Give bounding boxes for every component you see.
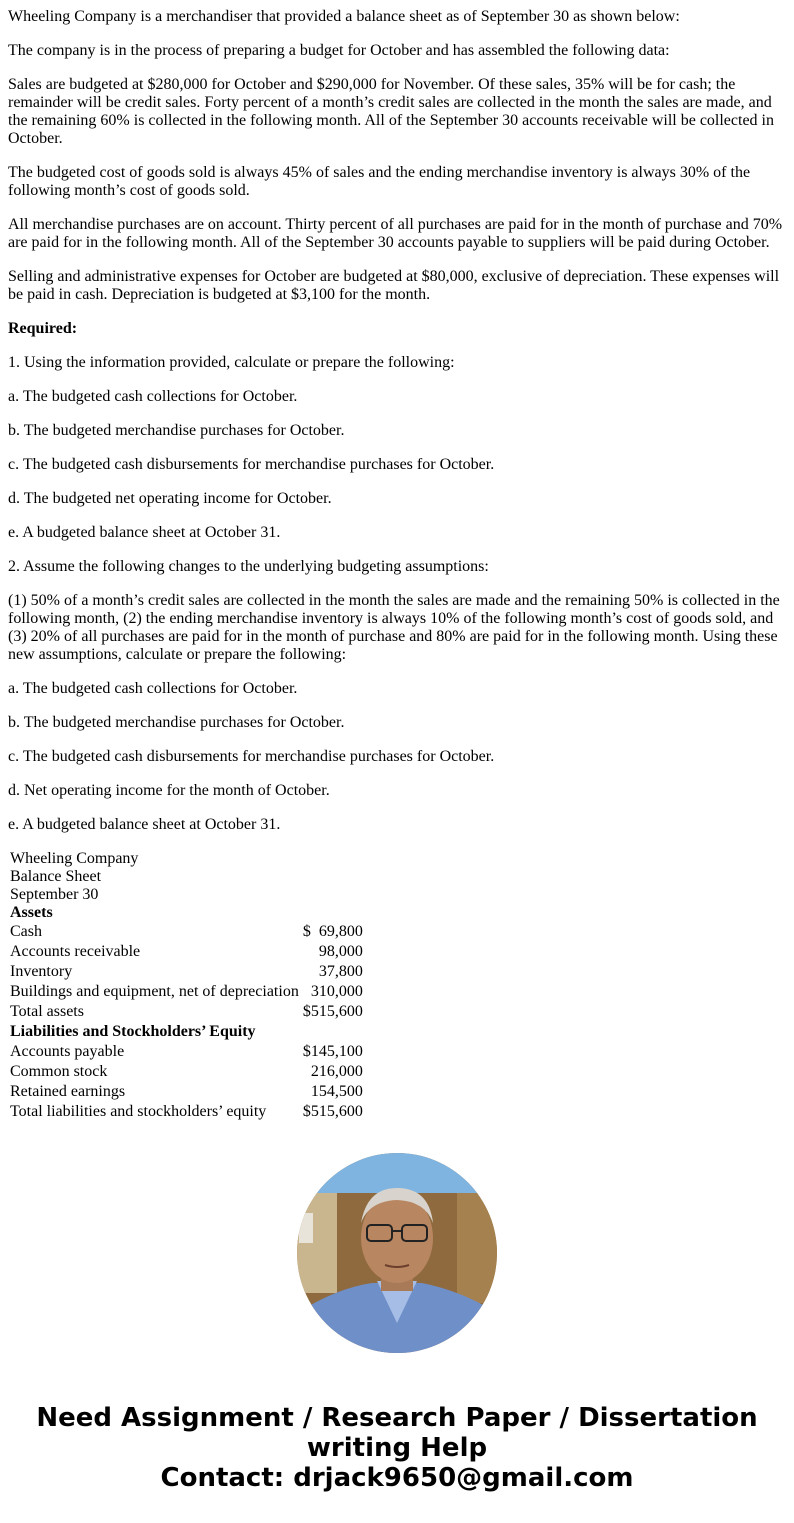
amount-value: 154,500 — [310, 1083, 363, 1100]
part1-item: d. The budgeted net operating income for October. — [8, 490, 332, 507]
paragraph: All merchandise purchases are on account. Thirty percent of all purchases are paid for in the month of purchase and 70% are paid for in the following month. All of the September 30 accounts payable to suppliers will be paid during October. — [8, 216, 783, 251]
paragraph: Wheeling Company is a merchandiser that provided a balance sheet as of September 30 as shown below: — [8, 8, 680, 25]
amount-value: 310,000 — [310, 983, 363, 1000]
currency-symbol: $ — [302, 1103, 311, 1120]
table-row — [8, 962, 365, 982]
row-label: Common stock — [10, 1063, 108, 1080]
row-amount — [301, 1042, 365, 1062]
problem-text — [8, 0, 786, 1122]
row-amount — [301, 962, 365, 982]
row-label: Inventory — [10, 963, 73, 980]
banner-line: writing Help — [306, 1433, 488, 1463]
amount-value: 37,800 — [318, 963, 363, 980]
row-label: Cash — [10, 923, 42, 940]
part2-item: d. Net operating income for the month of October. — [8, 782, 330, 799]
amount-value: 145,100 — [310, 1043, 363, 1060]
row-amount — [301, 1002, 365, 1022]
row-amount — [301, 1102, 365, 1122]
currency-symbol: $ — [302, 923, 311, 940]
row-amount — [301, 1082, 365, 1102]
part2-item: 2. Assume the following changes to the underlying budgeting assumptions: — [8, 558, 489, 575]
row-amount — [301, 922, 365, 942]
paragraph: The budgeted cost of goods sold is always 45% of sales and the ending merchandise inventory is always 30% of the following month’s cost of goods sold. — [8, 164, 751, 199]
banner-line: Need Assignment / Research Paper / Dissertation — [36, 1403, 758, 1433]
company-name: Wheeling Company — [10, 850, 139, 867]
part1-item: a. The budgeted cash collections for October. — [8, 388, 298, 405]
table-row — [8, 1042, 365, 1062]
part1-item: e. A budgeted balance sheet at October 31. — [8, 524, 281, 541]
currency-symbol: $ — [302, 1043, 311, 1060]
contact-email: Contact: drjack9650@gmail.com — [160, 1463, 634, 1493]
contact-banner — [0, 1403, 794, 1493]
paragraph: Sales are budgeted at $280,000 for October and $290,000 for November. Of these sales, 35% will be for cash; the remainder will be credit sales. Forty percent of a month’s credit sales are collected in the month the sales are made, and the remaining 60% is collected in the following month. All of the September 30 accounts receivable will be collected in October. — [8, 76, 774, 147]
amount-value: 216,000 — [310, 1063, 363, 1080]
row-amount — [301, 1062, 365, 1082]
liabilities-heading: Liabilities and Stockholders’ Equity — [10, 1023, 256, 1040]
part2-item: e. A budgeted balance sheet at October 31. — [8, 816, 281, 833]
row-amount — [301, 942, 365, 962]
table-row — [8, 1062, 365, 1082]
amount-value: 98,000 — [318, 943, 363, 960]
row-label: Accounts payable — [10, 1043, 125, 1060]
table-row — [8, 922, 365, 942]
table-row — [8, 1002, 365, 1022]
row-label: Accounts receivable — [10, 943, 141, 960]
statement-title: Balance Sheet — [10, 868, 102, 885]
row-amount — [301, 982, 365, 1002]
part1-item: c. The budgeted cash disbursements for merchandise purchases for October. — [8, 456, 495, 473]
row-label: Retained earnings — [10, 1083, 126, 1100]
row-label: Total liabilities and stockholders’ equity — [10, 1103, 267, 1120]
part2-item: b. The budgeted merchandise purchases for October. — [8, 714, 345, 731]
part2-item: (1) 50% of a month’s credit sales are collected in the month the sales are made and the remaining 50% is collected in the following month, (2) the ending merchandise inventory is always 10% of the following month’s cost of goods sold, and (3) 20% of all purchases are paid for in the month of purchase and 80% are paid for in the following month. Using these new assumptions, calculate or prepare the following: — [8, 592, 780, 663]
part1-item: b. The budgeted merchandise purchases for October. — [8, 422, 345, 439]
table-row — [8, 942, 365, 962]
amount-value: 515,600 — [310, 1103, 363, 1120]
table-row — [8, 1082, 365, 1102]
portrait-image — [297, 1153, 497, 1353]
row-label: Buildings and equipment, net of depreciation — [10, 983, 299, 1000]
assets-heading: Assets — [10, 904, 53, 921]
amount-value: 69,800 — [318, 923, 363, 940]
part2-item: c. The budgeted cash disbursements for merchandise purchases for October. — [8, 748, 495, 765]
paragraph: The company is in the process of preparing a budget for October and has assembled the following data: — [8, 42, 670, 59]
part2-item: a. The budgeted cash collections for October. — [8, 680, 298, 697]
currency-symbol: $ — [302, 1003, 311, 1020]
table-row — [8, 1102, 365, 1122]
required-heading: Required: — [8, 320, 78, 337]
part1-item: 1. Using the information provided, calculate or prepare the following: — [8, 354, 455, 371]
row-label: Total assets — [10, 1003, 84, 1020]
author-photo — [297, 1153, 497, 1353]
balance-sheet-table — [8, 850, 365, 1122]
paragraph: Selling and administrative expenses for October are budgeted at $80,000, exclusive of depreciation. These expenses will be paid in cash. Depreciation is budgeted at $3,100 for the month. — [8, 268, 780, 303]
statement-date: September 30 — [10, 886, 99, 903]
balance-sheet — [8, 850, 786, 1122]
amount-value: 515,600 — [310, 1003, 363, 1020]
table-row — [8, 982, 365, 1002]
